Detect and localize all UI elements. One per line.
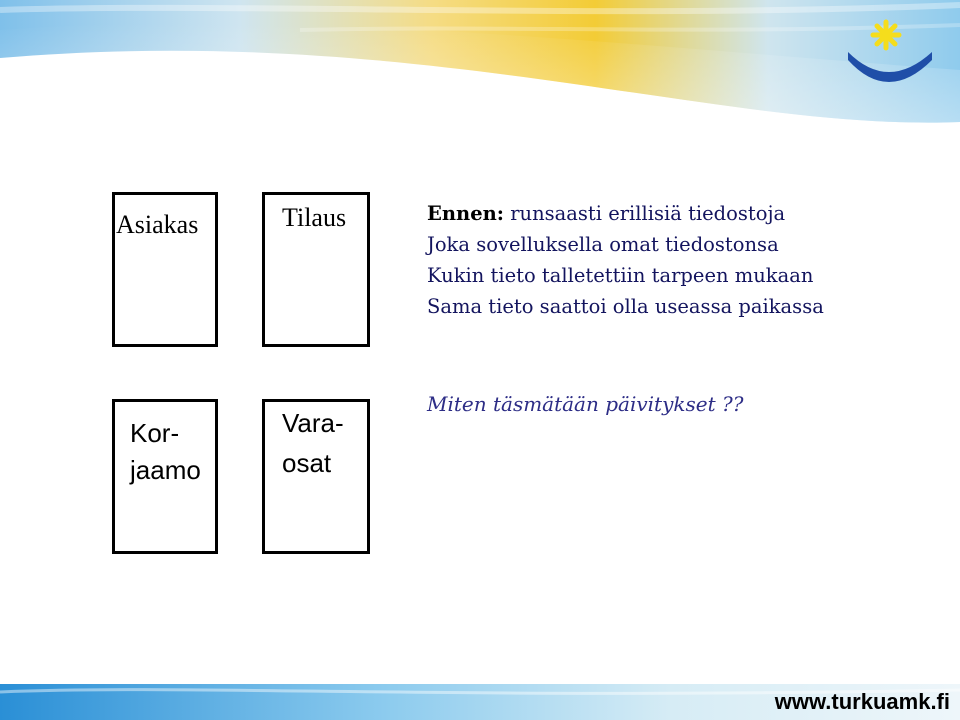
text-line-2: Joka sovelluksella omat tiedostonsa <box>427 233 779 256</box>
text-line-1 <box>427 198 947 229</box>
korjaamo-label-line1: Kor- <box>130 418 180 448</box>
text-line-4: Sama tieto saattoi olla useassa paikassa <box>427 295 824 318</box>
tilaus-label: Tilaus <box>282 203 347 232</box>
question-text: Miten täsmätään päivitykset ?? <box>427 392 744 416</box>
asiakas-label: Asiakas <box>116 210 199 239</box>
text-line-3: Kukin tieto talletettiin tarpeen mukaan <box>427 264 814 287</box>
footer-url[interactable]: www.turkuamk.fi <box>774 689 950 714</box>
korjaamo-label-line2: jaamo <box>130 455 201 485</box>
text-line-1-rest: runsaasti erillisiä tiedostoja <box>504 202 786 225</box>
varaosat-label-line2: osat <box>282 448 332 478</box>
text-line-1-lead: Ennen: <box>427 202 505 225</box>
top-banner <box>0 0 960 140</box>
varaosat-label-line1: Vara- <box>282 408 344 438</box>
description-text <box>427 198 947 322</box>
